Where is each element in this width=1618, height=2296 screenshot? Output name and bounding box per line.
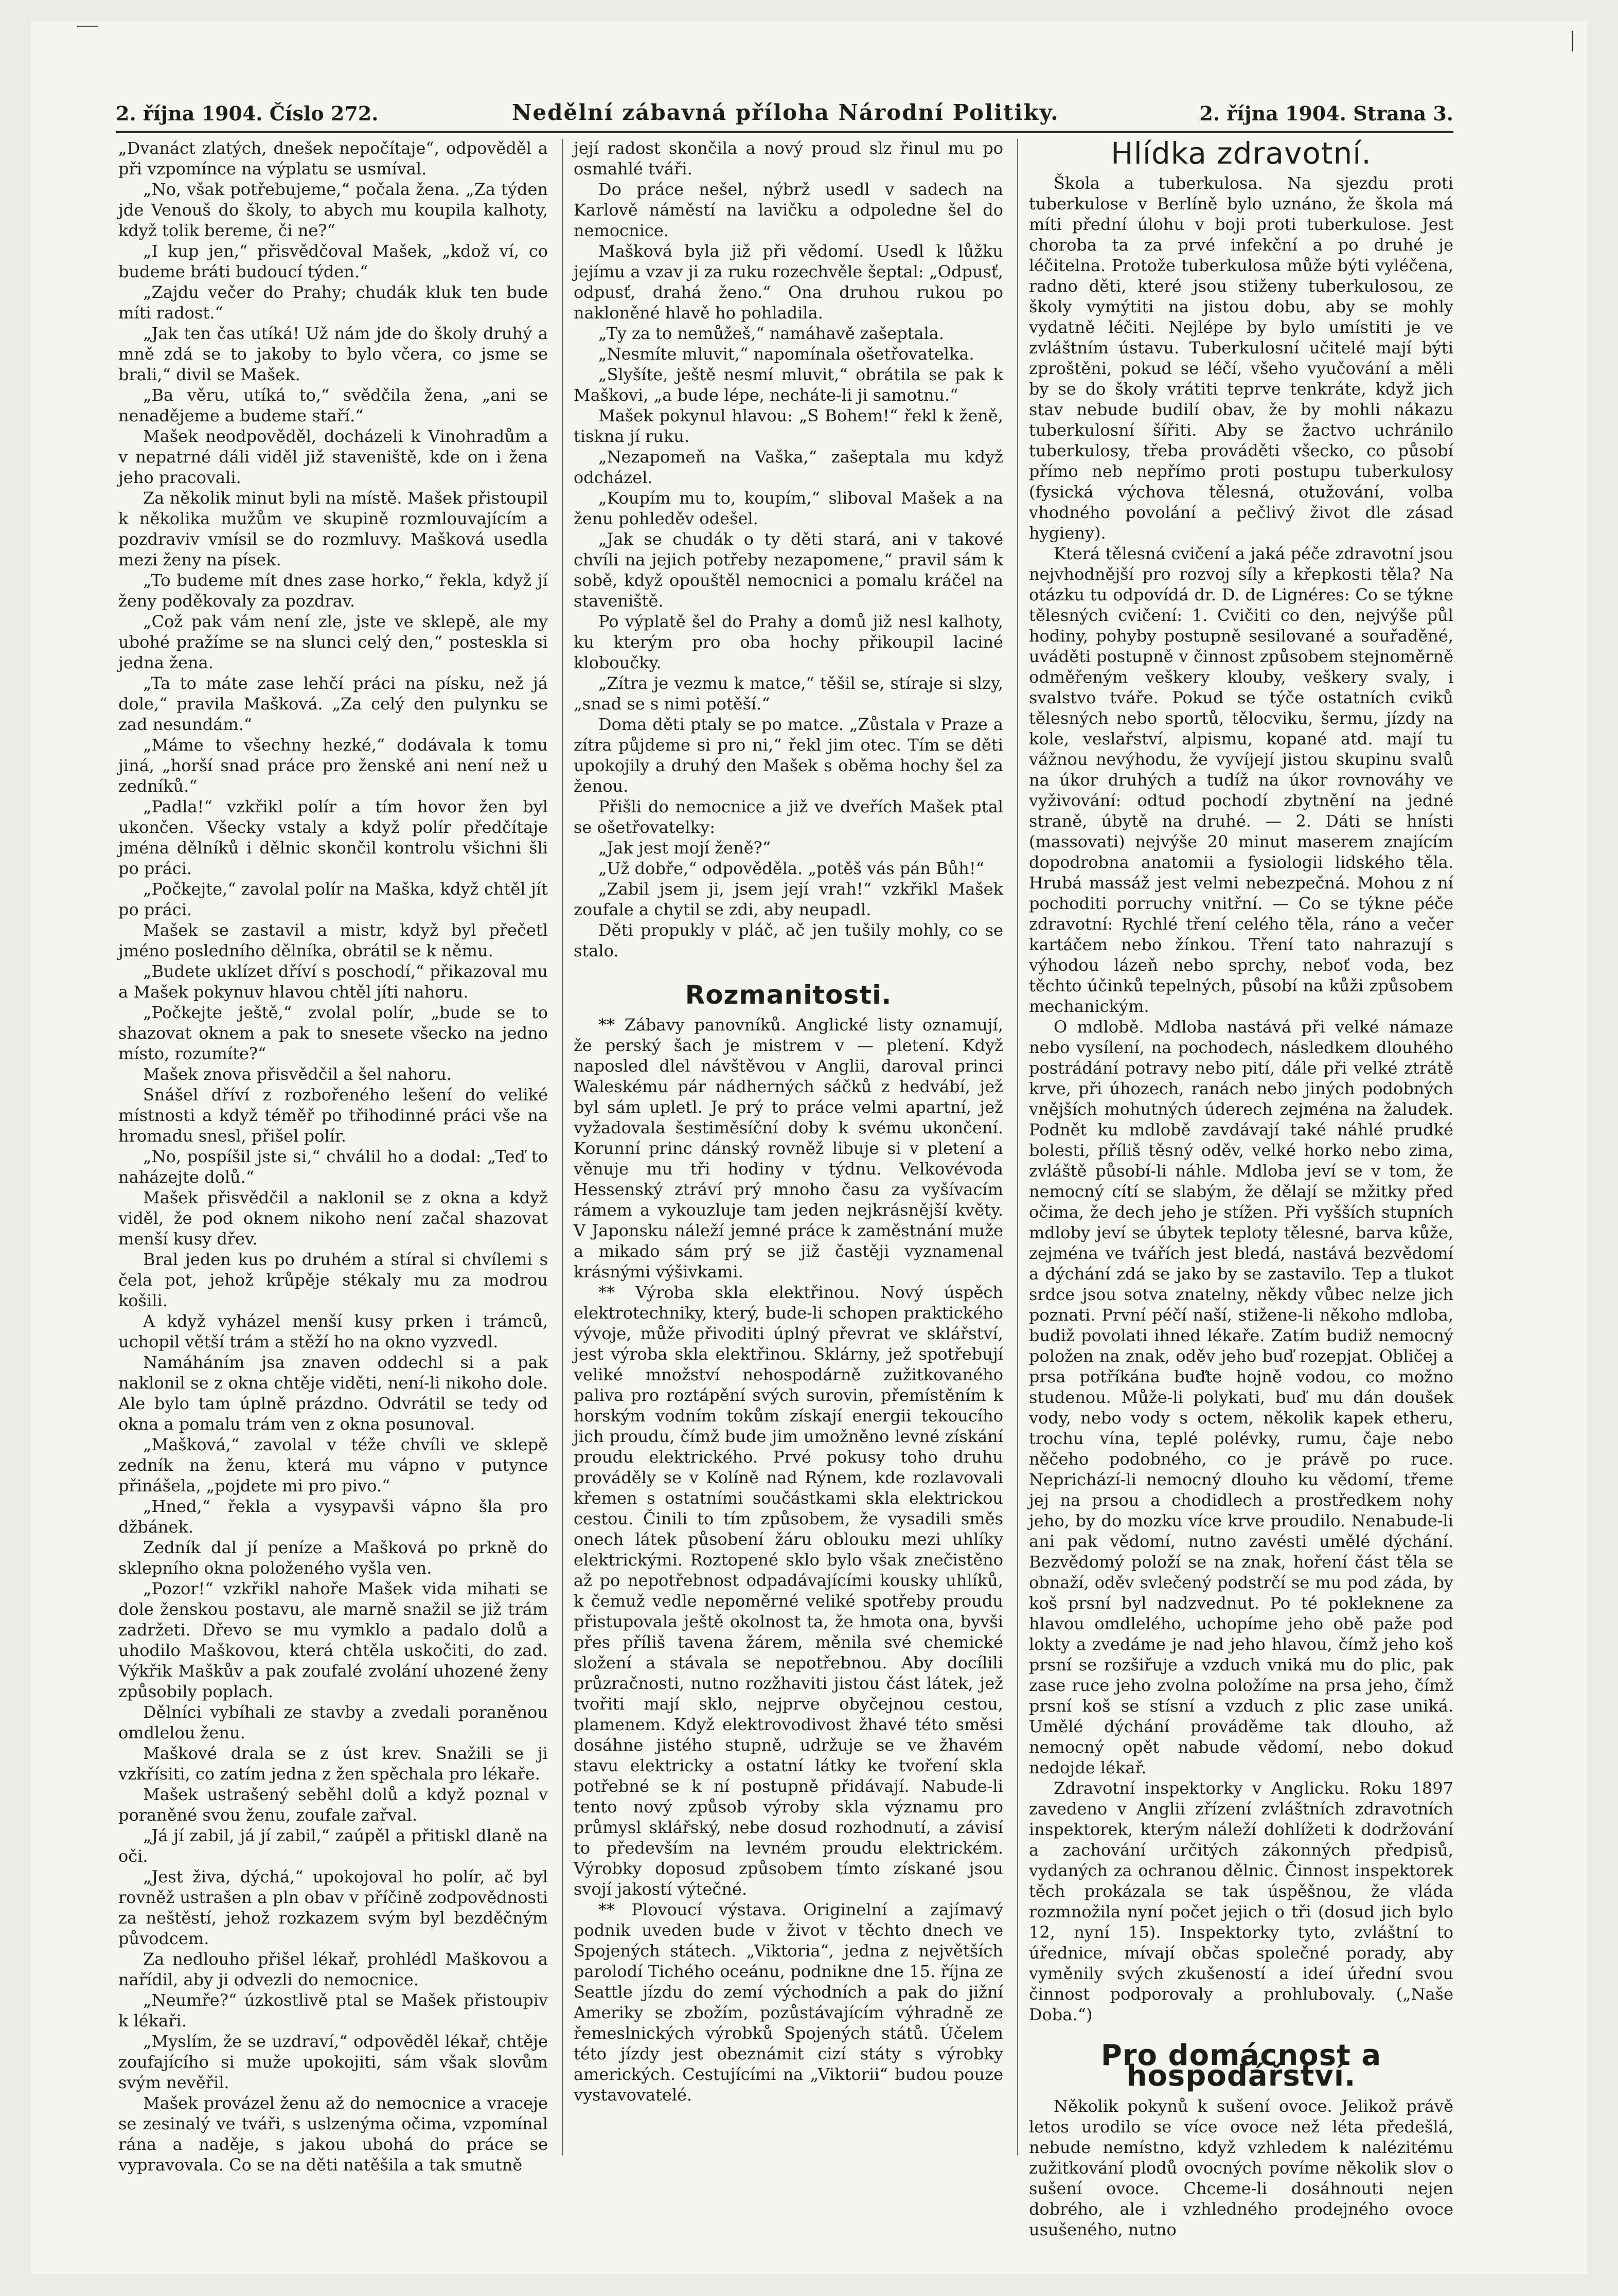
column-health-and-household	[1029, 136, 1453, 2239]
paragraph: „Padla!“ vzkřikl polír a tím hovor žen byl ukončen. Všecky vstaly a když polír předčítaje jména dělníků i dělnic skončil kontrolu všichni šli po práci.	[118, 797, 548, 878]
paragraph: A když vyházel menší kusy prken i trámců, uchopil větší trám a stěží ho na okno vyzvedl.	[118, 1311, 548, 1351]
paragraph: „Počkejte,“ zavolal polír na Maška, když chtěl jít po práci.	[118, 879, 548, 919]
paragraph: Která tělesná cvičení a jaká péče zdravotní jsou nejvhodnější pro rozvoj síly a křepkosti těla? Na otázku tu odpovídá dr. D. de Lignéres: Co se týkne tělesných cvičení: 1. Cvičiti co den, nejvýše půl hodiny, pohyby postupně sesilované a souřaděné, uváděti postupně v činnost způsobem stejnoměrně odměřeným veškery klouby, veškery svaly, i svalstvo tváře. Pokud se týče ostatních cviků tělesných nebo sportů, tělocviku, šermu, jízdy na kole, veslařství, alpismu, kopané atd. mají tu vážnou nevýhodu, že vyvíjejí jistou skupinu svalů na úkor druhých a tudíž na úkor rovnováhy ve vyživování: odtud pochodí zbytnění na jedné straně, úbytě na druhé. — 2. Dáti se hnísti (massovati) nejvýše 20 minut maserem znajícím dopodrobna anatomii a fysiologii lidského těla. Hrubá massáž jest velmi nebezpečná. Mohou z ní pochoditi porruchy vnitřní. — Co se týkne péče zdravotní: Rychlé tření celého těla, ráno a večer kartáčem nebo žínkou. Tření tato nahrazují s výhodou lázeň nebo sprchy, neboť voda, bez těchto účinků tepelných, působí na kůži způsobem mechanickým.	[1029, 544, 1453, 1016]
header-rule	[116, 131, 1453, 133]
paragraph: Mašek pokynul hlavou: „S Bohem!“ řekl k ženě, tiskna jí ruku.	[574, 406, 1003, 446]
paragraph: „Budete uklízet dříví s poschodí,“ přikazoval mu a Mašek pokynuv hlavou chtěl jíti nahoru.	[118, 962, 548, 1002]
header-publication-title: Nedělní zábavná příloha Národní Politiky.	[512, 100, 1059, 125]
paragraph: ** Plovoucí výstava. Originelní a zajímavý podnik uveden bude v život v těchto dnech ve Spojených státech. „Viktoria“, jedna z největších parolodí Tichého oceánu, podnikne dne 15. října ze Seattle jízdu do zemí východních a pak do jižní Ameriky se zbožím, pozůstávajícím výhradně ze řemeslnických výrobků Spojených států. Účelem této jízdy jest obeznámit cizí státy s výrobky amerických. Cestujícími na „Viktorii“ budou pouze vystavovatelé.	[574, 1900, 1003, 2105]
paragraph: Děti propukly v pláč, ač jen tušily mohly, co se stalo.	[574, 920, 1003, 960]
paragraph: Za nedlouho přišel lékař, prohlédl Maškovou a nařídil, aby ji odvezli do nemocnice.	[118, 1949, 548, 1989]
paragraph: „Jest živa, dýchá,“ upokojoval ho polír, ač byl rovněž ustrašen a pln obav v příčině zodpovědnosti za neštěstí, jehož rozkazem svým byl bezděčným původcem.	[118, 1867, 548, 1948]
paragraph: O mdlobě. Mdloba nastává při velké námaze nebo vysílení, na pochodech, následkem dlouhého postrádání potravy nebo pití, dále při velké ztrátě krve, při úhozech, ranách nebo jiných podobných vnějších mohutných úderech zejména na žaludek. Podnět ku mdlobě zavdávají také náhlé prudké bolesti, příliš těsný oděv, velké horko nebo zima, zvláště působí-li náhle. Mdloba jeví se v tom, že nemocný cítí se slabým, že dělají se mžitky před očima, že dech jeho je stížen. Při vyšších stupních mdloby jeví se úbytek teploty tělesné, barva kůže, zejména ve tvářích jest bledá, nastává bezvědomí a dýchání zdá se jako by se zastavilo. Tep a tlukot srdce jsou sotva znatelny, někdy vůbec nelze jich poznati. První péčí naší, stižene-li někoho mdloba, budiž povolati ihned lékaře. Zatím budiž nemocný položen na znak, oděv jeho buď rozepjat. Obličej a prsa potříkána buďte hojně vodou, co možno studenou. Může-li polykati, buď mu dán doušek vody, nebo vody s octem, několik kapek etheru, trochu vína, teplé polévky, rumu, čaje nebo něčeho podobného, co je právě po ruce. Neprichází-li nemocný dlouho ku vědomí, třeme jej na prsou a chodidlech a prostředkem nohy jeho, by do mozku více krve proudilo. Nenabude-li ani pak vědomí, nutno zavésti umělé dýchání. Bezvědomý položí se na znak, hoření část těla se obnaží, oděv svlečený podstrčí se mu pod záda, by koš prsní byl nadzvednut. Po té pokleknene za hlavou omdlelého, uchopíme jeho obě paže pod lokty a zvedáme je nad jeho hlavou, čímž jeho koš prsní se rozšiřuje a vzduch vniká mu do plic, pak zase ruce jeho zvolna položíme na prsa jeho, čímž prsní koš se stísní a vzduch z plic zase uniká. Umělé dýchání prováděme tak dlouho, až nemocný opět nabude vědomí, nebo dokud nedojde lékař.	[1029, 1017, 1453, 1777]
paragraph: Mašková byla již při vědomí. Usedl k lůžku jejímu a vzav ji za ruku rozechvěle šeptal: „Odpusť, odpusť, drahá ženo.“ Ona druhou rukou po nakloněné hlavě ho pohladila.	[574, 241, 1003, 323]
paragraph: „Mašková,“ zavolal v téže chvíli ve sklepě zedník na ženu, která mu vápno v putynce přinášela, „pojdete mi pro pivo.“	[118, 1435, 548, 1496]
paragraph: Mašek provázel ženu až do nemocnice a vraceje se zesinalý ve tváři, s uslzenýma očima, vzpomínal rána a naděje, s jakou ubohá do práce se vypravovala. Co se na děti natěšila a tak smutně	[118, 2093, 548, 2175]
page-header	[116, 93, 1453, 129]
paragraph: „Ba věru, utíká to,“ svědčila žena, „ani se nenadějeme a budeme staří.“	[118, 385, 548, 425]
paragraph: Do práce nešel, nýbrž usedl v sadech na Karlově náměstí na lavičku a odpoledne šel do nemocnice.	[574, 180, 1003, 240]
paragraph: „Máme to všechny hezké,“ dodávala k tomu jiná, „horší snad práce pro ženské ani není než u zedníků.“	[118, 735, 548, 796]
paragraph: „Pozor!“ vzkřikl nahoře Mašek vida mihati se dole ženskou postavu, ale marně snažil se již trám zadržeti. Dřevo se mu vymklo a padalo dolů a uhodilo Maškovou, která chtěla uskočiti, do zad. Výkřik Maškův a pak zoufalé zvolání uhozené ženy způsobily poplach.	[118, 1579, 548, 1701]
paragraph: „Ty za to nemůžeš,“ namáhavě zašeptala.	[598, 324, 945, 343]
paragraph: „Neumře?“ úzkostlivě ptal se Mašek přistoupiv k lékaři.	[118, 1990, 548, 2031]
paragraph: „Což pak vám není zle, jste ve sklepě, ale my ubohé pražíme se na slunci celý den,“ posteskla si jedna žena.	[118, 612, 548, 672]
paragraph: „Jak ten čas utíká! Už nám jde do školy druhý a mně zdá se to jakoby to bylo včera, co jsme se brali,“ divil se Mašek.	[118, 324, 548, 384]
column-divider-2	[1017, 139, 1018, 2156]
header-date-page: 2. října 1904. Strana 3.	[1199, 102, 1453, 125]
header-date-issue: 2. října 1904. Číslo 272.	[116, 102, 379, 125]
page-mark-right	[1572, 31, 1573, 51]
paragraph: „Slyšíte, ještě nesmí mluvit,“ obrátila se pak k Maškovi, „a bude lépe, necháte-li ji samotnu.“	[574, 365, 1003, 405]
paragraph: „Počkejte ještě,“ zvolal polír, „bude se to shazovat oknem a pak to snesete všecko na jedno místo, rozumíte?“	[118, 1003, 548, 1063]
paragraph: její radost skončila a nový proud slz řinul mu po osmahlé tváři.	[574, 138, 1003, 179]
paragraph: „Koupím mu to, koupím,“ sliboval Mašek a na ženu pohleděv odešel.	[574, 488, 1003, 528]
paragraph: Snášel dříví z rozbořeného lešení do veliké místnosti a když téměř po třihodinné práci vše na hromadu snesl, přišel polír.	[118, 1085, 548, 1146]
column-divider-1	[562, 139, 563, 2156]
section-title-miscellany: Rozmanitosti.	[685, 980, 892, 1010]
paragraph: ** Výroba skla elektřinou. Nový úspěch elektrotechniky, který, bude-li schopen praktického vývoje, může přivoditi úplný převrat ve sklářství, jest výroba skla elektřinou. Sklárny, jež spotřebují veliké množství nehospodárně zužitkovaného paliva pro roztápění svých surovin, přemístěním k horským vodním tokům získají energii tekoucího jich proudu, čímž bude jim umožněno levné získání proudu elektrického. Prvé pokusy toho druhu prováděly se v Kolíně nad Rýnem, kde rozlavovali křemen s ostatními součástkami skla elektrickou cestou. Činili to tím způsobem, že vysadili směs onech látek působení žáru oblouku mezi uhlíky elektrickými. Roztopené sklo bylo však znečistěno až po nepotřebnost odpadávajícími kousky uhlíků, k čemuž vedle nepoměrné veliké spotřeby proudu přistupovala ještě okolnost ta, že hmota ona, byvši přes příliš tavena žárem, měnila své chemické složení a stávala se nepotřebnou. Aby docílili průzračnosti, nutno rozžhaviti jistou část látek, jež tvořiti mají sklo, nejprve obyčejnou cestou, plamenem. Když elektrovodivost žhavé této směsi dosáhne jistého stupně, udržuje se ve žhavém stavu elektricky a ostatní látky ke tvoření skla potřebné se k ní postupně přidávají. Nabude-li tento nový způsob výroby skla významu pro průmysl sklářský, nebe dosud rozhodnutí, a závisí to především na levném proudu elektrickém. Výrobky doposud způsobem tímto získané jsou svojí jakostí výtečné.	[574, 1283, 1003, 1899]
column-story-and-miscellany	[574, 138, 1003, 2144]
paragraph: Mašek neodpověděl, docházeli k Vinohradům a v nepatrné dáli viděl již staveniště, kde on i žena jeho pracovali.	[118, 426, 548, 487]
paragraph: Doma děti ptaly se po matce. „Zůstala v Praze a zítra půjdeme si pro ni,“ řekl jim otec. Tím se děti upokojily a druhý den Mašek s oběma hochy šel za ženou.	[574, 715, 1003, 796]
paragraph: Mašek znova přisvědčil a šel nahoru.	[143, 1064, 452, 1084]
paragraph: „Dvanáct zlatých, dnešek nepočítaje“, odpověděl a při vzpomínce na výplatu se usmíval.	[118, 138, 548, 179]
paragraph: „To budeme mít dnes zase horko,“ řekla, když jí ženy poděkovaly za pozdrav.	[118, 571, 548, 611]
paragraph: Bral jeden kus po druhém a stíral si chvílemi s čela pot, jehož krůpěje stékaly mu za modrou košili.	[118, 1250, 548, 1310]
paragraph: „No, však potřebujeme,“ počala žena. „Za týden jde Venouš do školy, to abych mu koupila kalhoty, když tolik bereme, či ne?“	[118, 180, 548, 240]
paragraph: Maškové drala se z úst krev. Snažili se ji vzkřísiti, co zatím jedna z žen spěchala pro lékaře.	[118, 1743, 548, 1784]
paragraph: Škola a tuberkulosa. Na sjezdu proti tuberkulose v Berlíně bylo uznáno, že škola má míti přední úlohu v boji proti tuberkulose. Jest choroba ta za prvé infekční a po druhé je léčitelna. Protože tuberkulosa může býti vyléčena, radno děti, které jsou stiženy tuberkulosou, ze školy vymýtiti na jistou dobu, aby se mohly vydatně léčiti. Nejlépe by bylo umístiti je ve zvláštním ústavu. Tuberkulosní učitelé mají býti zproštěni, pokud se léčí, všeho vyučování a měli by se do školy vrátiti teprve tenkráte, když jich stav nebude budilí obav, že by mohli nákazu tuberkulosní šířiti. Aby se žactvo uchránilo tuberkulosy, třeba prováděti všecko, co působí přímo neb nepřímo proti postupu tuberkulosy (fysická výchova tělesná, otužování, volba vhodného povolání a pečlivý život dle zásad hygieny).	[1029, 173, 1453, 543]
paragraph: „I kup jen,“ přisvědčoval Mašek, „kdož ví, co budeme bráti budoucí týden.“	[118, 241, 548, 281]
paragraph: Mašek se zastavil a mistr, když byl přečetl jméno posledního dělníka, obrátil se k němu.	[118, 920, 548, 960]
paragraph: „Zítra je vezmu k matce,“ těšil se, stíraje si slzy, „snad se s nimi potěší.“	[574, 673, 1003, 714]
paragraph: „Hned,“ řekla a vysypavši vápno šla pro džbánek.	[118, 1497, 548, 1537]
paragraph: Přišli do nemocnice a již ve dveřích Mašek ptal se ošetřovatelky:	[574, 797, 1003, 837]
paragraph: Zedník dal jí peníze a Mašková po prkně do sklepního okna položeného vyšla ven.	[118, 1538, 548, 1578]
paragraph: Po výplatě šel do Prahy a domů již nesl kalhoty, ku kterým pro oba hochy přikoupil laciné kloboučky.	[574, 612, 1003, 672]
paragraph: Mašek přisvědčil a naklonil se z okna a když viděl, že pod oknem nikoho není začal shazovat menší kusy dřev.	[118, 1188, 548, 1249]
paragraph: „Myslím, že se uzdraví,“ odpověděl lékař, chtěje zoufajícího si muže upokojiti, sám však slovům svým nevěřil.	[118, 2032, 548, 2092]
paragraph: „Nezapomeň na Vaška,“ zašeptala mu když odcházel.	[574, 447, 1003, 487]
column-story	[118, 138, 548, 2175]
paragraph: „Ta to máte zase lehčí práci na písku, než já dole,“ pravila Mašková. „Za celý den pulynku se zad nesundám.“	[118, 673, 548, 734]
paragraph: „Nesmíte mluvit,“ napomínala ošetřovatelka.	[598, 344, 974, 364]
paragraph: Mašek ustrašený seběhl dolů a když poznal v poraněné svou ženu, zoufale zařval.	[118, 1785, 548, 1825]
paragraph: Namáháním jsa znaven oddechl si a pak naklonil se z okna chtěje viděti, není-li nikoho dole. Ale bylo tam úplně prázdno. Odvrátil se tedy od okna a pomalu trám ven z okna posunoval.	[118, 1352, 548, 1434]
paragraph: Několik pokynů k sušení ovoce. Jelikož právě letos urodilo se více ovoce než léta předešlá, nebude nemístno, když vzhledem k nalézitému zužitkování plodů ovocných povíme několik slov o sušení ovoce. Chceme-li dosáhnouti nejen dobrého, ale i vzhledného prodejného ovoce usušeného, nutno	[1029, 2096, 1453, 2239]
paragraph: Dělníci vybíhali ze stavby a zvedali poraněnou omdlelou ženu.	[118, 1702, 548, 1742]
section-title-household: Pro domácnost a hospodářství.	[1100, 2039, 1382, 2093]
section-title-health: Hlídka zdravotní.	[1111, 136, 1372, 171]
paragraph: „Zajdu večer do Prahy; chudák kluk ten bude míti radost.“	[118, 282, 548, 323]
paragraph: „Zabil jsem ji, jsem její vrah!“ vzkřikl Mašek zoufale a chytil se zdi, aby neupadl.	[574, 879, 1003, 919]
paragraph: „Jak se chudák o ty děti stará, ani v takové chvíli na jejich potřeby nezapomene,“ pravil sám k sobě, když opouštěl nemocnici a pomalu kráčel na staveniště.	[574, 529, 1003, 611]
paragraph: ** Zábavy panovníků. Anglické listy oznamují, že perský šach je mistrem v — pletení. Když naposled dlel návštěvou v Anglii, daroval princi Waleskému pár nádherných sáčků z hedvábí, jež byl sám upletl. Je prý to práce velmi apartní, jež vyžadovala šestiměsíční doby k svému ukončení. Korunní princ dánský rovněž libuje si v pletení a věnuje mu tři hodiny v týdnu. Velkovévoda Hessenský ztráví prý mnoho času za vyšívacím rámem a vykouzluje tam jeden nejkrásnější květy. V Japonsku náleží jemné práce k zaměstnání muže a mikado sám prý se již častěji vyznamenal krásnými výšivkami.	[574, 1015, 1003, 1282]
paragraph: Zdravotní inspektorky v Anglicku. Roku 1897 zavedeno v Anglii zřízení zvláštních zdravotních inspektorek, kterým náleží dohlížeti k dodržování a zachování určitých zákonných předpisů, vydaných za ochranou dělnic. Činnost inspektorek těch prokázala se tak úspěšnou, že vláda rozmnožila nyní počet jejich o tři (dosud jich bylo 12, nyní 15). Inspektorky tyto, zvláštní to úřednice, mívají občas společné porady, aby vyměnily svých zkušeností a ideí úřední svou činnost podporovaly a prohlubovaly. („Naše Doba.“)	[1029, 1778, 1453, 2024]
paragraph: „Jak jest mojí ženě?“	[598, 838, 771, 858]
paragraph: „Já jí zabil, já jí zabil,“ zaúpěl a přitiskl dlaně na oči.	[118, 1826, 548, 1866]
paragraph: Za několik minut byli na místě. Mašek přistoupil k několika mužům ve skupině rozmlouvajícím a pozdraviv vmísil se do rozmluvy. Mašková usedla mezi ženy na písek.	[118, 488, 548, 569]
paragraph: „No, pospíšil jste si,“ chválil ho a dodal: „Teď to naházejte dolů.“	[118, 1147, 548, 1187]
paragraph: „Už dobře,“ odpověděla. „potěš vás pán Bůh!“	[598, 859, 985, 878]
page-mark	[77, 26, 98, 27]
